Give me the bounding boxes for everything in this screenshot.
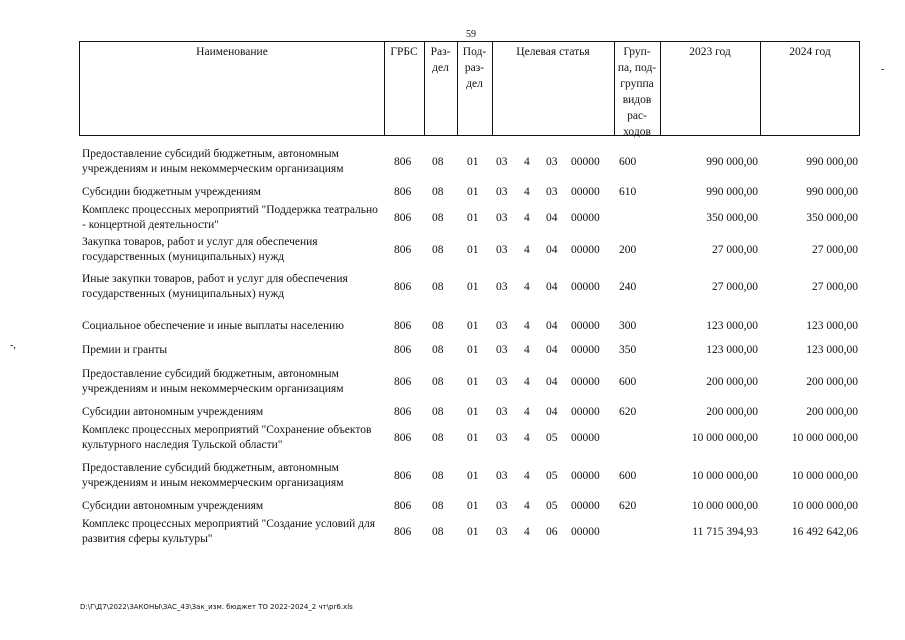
row-rz: 08 [432,156,444,168]
row-y2024: 16 492 642,06 [791,526,858,538]
row-cs3: 05 [546,432,558,444]
row-y2023: 11 715 394,93 [692,526,758,538]
row-y2024: 10 000 000,00 [791,500,858,512]
row-cs4: 00000 [571,526,600,538]
row-rz: 08 [432,344,444,356]
row-rz: 08 [432,244,444,256]
row-pr: 01 [467,500,479,512]
row-cs4: 00000 [571,212,600,224]
row-y2024: 123 000,00 [806,344,858,356]
row-cs1: 03 [496,344,508,356]
row-grbs: 806 [394,376,412,388]
row-cs4: 00000 [571,500,600,512]
row-cs3: 05 [546,470,558,482]
header-razdel: Раз- дел [430,46,451,74]
row-rz: 08 [432,406,444,418]
row-cs2: 4 [524,432,530,444]
row-cs2: 4 [524,212,530,224]
row-cs1: 03 [496,500,508,512]
row-pr: 01 [467,212,479,224]
scan-mark: -, [10,340,16,351]
row-y2024: 350 000,00 [806,212,858,224]
row-grbs: 806 [394,470,412,482]
page-number: 59 [466,29,476,40]
row-grbs: 806 [394,156,412,168]
row-name: Субсидии бюджетным учреждениям [82,186,261,198]
row-cs2: 4 [524,244,530,256]
row-cs4: 00000 [571,406,600,418]
row-cs4: 00000 [571,432,600,444]
row-vr: 620 [619,406,637,418]
row-vr: 620 [619,500,637,512]
row-cs3: 03 [546,186,558,198]
row-cs1: 03 [496,244,508,256]
row-y2024: 990 000,00 [806,186,858,198]
row-cs1: 03 [496,281,508,293]
row-cs4: 00000 [571,470,600,482]
row-cs1: 03 [496,212,508,224]
header-grbs: ГРБС [390,46,418,58]
row-y2023: 200 000,00 [706,376,758,388]
row-grbs: 806 [394,406,412,418]
row-pr: 01 [467,156,479,168]
row-y2023: 123 000,00 [706,344,758,356]
row-pr: 01 [467,186,479,198]
row-rz: 08 [432,500,444,512]
row-grbs: 806 [394,432,412,444]
row-rz: 08 [432,526,444,538]
row-cs2: 4 [524,526,530,538]
row-cs2: 4 [524,406,530,418]
row-vr: 600 [619,470,637,482]
row-vr: 240 [619,281,637,293]
row-y2023: 990 000,00 [706,156,758,168]
row-cs3: 03 [546,156,558,168]
row-rz: 08 [432,186,444,198]
row-cs3: 04 [546,244,558,256]
row-pr: 01 [467,432,479,444]
row-cs4: 00000 [571,186,600,198]
row-cs4: 00000 [571,320,600,332]
row-cs2: 4 [524,281,530,293]
row-pr: 01 [467,244,479,256]
row-cs3: 04 [546,344,558,356]
row-y2024: 10 000 000,00 [791,470,858,482]
row-y2023: 27 000,00 [712,281,758,293]
row-name: Иные закупки товаров, работ и услуг для обеспечения государственных (муниципальных) нужд [82,273,348,300]
row-cs4: 00000 [571,244,600,256]
row-cs3: 06 [546,526,558,538]
row-name: Закупка товаров, работ и услуг для обеспечения государственных (муниципальных) нужд [82,236,318,263]
row-cs4: 00000 [571,281,600,293]
row-cs3: 04 [546,406,558,418]
row-pr: 01 [467,376,479,388]
row-grbs: 806 [394,500,412,512]
row-vr: 610 [619,186,637,198]
row-grbs: 806 [394,244,412,256]
row-name: Субсидии автономным учреждениям [82,500,264,512]
row-y2023: 10 000 000,00 [691,500,758,512]
row-cs4: 00000 [571,156,600,168]
row-cs1: 03 [496,406,508,418]
row-vr: 600 [619,156,637,168]
row-name: Предоставление субсидий бюджетным, автономным учреждениям и иным некоммерческим организациям [82,368,344,395]
row-cs2: 4 [524,156,530,168]
row-y2024: 27 000,00 [812,244,858,256]
row-cs2: 4 [524,500,530,512]
row-rz: 08 [432,432,444,444]
row-y2023: 123 000,00 [706,320,758,332]
row-grbs: 806 [394,186,412,198]
row-cs1: 03 [496,156,508,168]
row-cs1: 03 [496,186,508,198]
scan-mark: - [881,64,885,75]
row-cs2: 4 [524,470,530,482]
row-pr: 01 [467,406,479,418]
row-pr: 01 [467,281,479,293]
row-cs1: 03 [496,432,508,444]
row-grbs: 806 [394,281,412,293]
header-celevaya-statya: Целевая статья [516,46,590,58]
row-cs4: 00000 [571,344,600,356]
file-path-footer: D:\Г\Д7\2022\ЗАКОНЫ\ЗАС_43\Зак_изм. бюджет ТО 2022-2024_2 чт\pr6.xls [80,603,353,611]
row-cs1: 03 [496,320,508,332]
row-vr: 350 [619,344,637,356]
row-y2023: 200 000,00 [706,406,758,418]
row-name: Предоставление субсидий бюджетным, автономным учреждениям и иным некоммерческим организациям [82,462,344,489]
row-cs3: 04 [546,320,558,332]
row-y2023: 27 000,00 [712,244,758,256]
row-y2024: 990 000,00 [806,156,858,168]
row-name: Премии и гранты [82,344,168,356]
row-rz: 08 [432,281,444,293]
row-vr: 300 [619,320,637,332]
row-name: Предоставление субсидий бюджетным, автономным учреждениям и иным некоммерческим организациям [82,148,344,175]
row-y2024: 10 000 000,00 [791,432,858,444]
row-grbs: 806 [394,212,412,224]
header-podrazdel: Под- раз- дел [462,46,487,90]
row-name: Комплекс процессных мероприятий "Сохранение объектов культурного наследия Тульской области" [82,424,372,451]
table-header [79,41,860,136]
row-cs2: 4 [524,320,530,332]
row-pr: 01 [467,526,479,538]
row-cs2: 4 [524,376,530,388]
row-cs1: 03 [496,526,508,538]
row-cs3: 04 [546,281,558,293]
row-cs2: 4 [524,344,530,356]
row-pr: 01 [467,470,479,482]
row-rz: 08 [432,470,444,482]
row-rz: 08 [432,212,444,224]
row-rz: 08 [432,320,444,332]
header-vid-raskhodov: Груп- па, под- группа видов рас- ходов [617,46,657,138]
row-y2023: 990 000,00 [706,186,758,198]
row-name: Субсидии автономным учреждениям [82,406,264,418]
row-y2024: 200 000,00 [806,406,858,418]
row-y2023: 10 000 000,00 [691,470,758,482]
row-y2024: 200 000,00 [806,376,858,388]
row-y2023: 10 000 000,00 [691,432,758,444]
row-pr: 01 [467,320,479,332]
header-2023: 2023 год [689,46,731,58]
row-cs1: 03 [496,470,508,482]
row-grbs: 806 [394,344,412,356]
row-name: Комплекс процессных мероприятий "Поддержка театрально - концертной деятельности" [82,204,378,231]
row-grbs: 806 [394,320,412,332]
header-2024: 2024 год [789,46,831,58]
row-cs3: 04 [546,212,558,224]
row-y2024: 123 000,00 [806,320,858,332]
row-y2024: 27 000,00 [812,281,858,293]
row-grbs: 806 [394,526,412,538]
row-cs4: 00000 [571,376,600,388]
row-cs2: 4 [524,186,530,198]
row-cs1: 03 [496,376,508,388]
row-name: Социальное обеспечение и иные выплаты населению [82,320,344,332]
row-name: Комплекс процессных мероприятий "Создание условий для развития сферы культуры" [82,518,376,545]
row-vr: 600 [619,376,637,388]
row-cs3: 04 [546,376,558,388]
row-cs3: 05 [546,500,558,512]
row-y2023: 350 000,00 [706,212,758,224]
header-name: Наименование [196,46,268,58]
row-pr: 01 [467,344,479,356]
row-rz: 08 [432,376,444,388]
row-vr: 200 [619,244,637,256]
